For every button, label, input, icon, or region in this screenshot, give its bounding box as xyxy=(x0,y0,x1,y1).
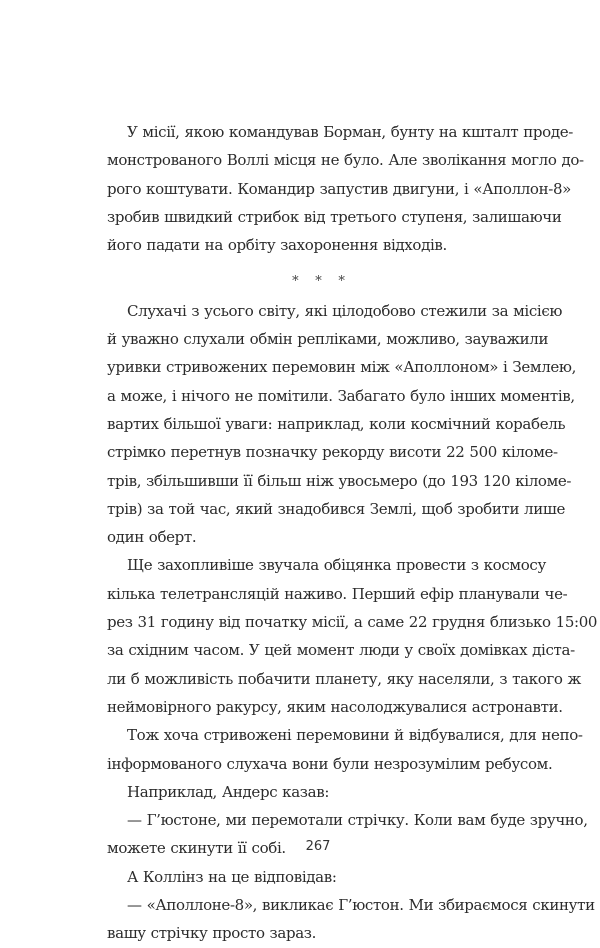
text-line: монстрованого Воллі місця не було. Але зволікання могло до- xyxy=(107,151,584,170)
text-line: за східним часом. У цей момент люди у своїх домівках діста- xyxy=(107,641,575,660)
text-line: рез 31 годину від початку місії, а саме 22 грудня близько 15:00 xyxy=(107,613,598,632)
paragraph-collins-replied xyxy=(107,863,530,891)
dialogue-anders xyxy=(107,806,588,863)
text-line: один оберт. xyxy=(107,528,197,547)
section-separator: * * * xyxy=(292,274,351,290)
text-line: трів, збільшивши її більш ніж увосьмеро (до 193 120 кіломе- xyxy=(107,471,572,490)
text-line: його падати на орбіту захоронення відходів. xyxy=(107,236,447,255)
text-line: А Коллінз на це відповідав: xyxy=(127,867,337,886)
paragraph-broadcasts xyxy=(107,551,598,721)
body-text xyxy=(107,118,598,948)
text-line: інформованого слухача вони були незрозумілим ребусом. xyxy=(107,754,553,773)
text-line: — «Аполлоне-8», викликає Г’юстон. Ми збираємося скинути xyxy=(127,896,595,915)
text-line: неймовірного ракурсу, яким насолоджувалися астронавти. xyxy=(107,697,563,716)
text-line: У місії, якою командував Борман, бунту на кшталт проде- xyxy=(127,123,573,141)
text-line: Слухачі з усього світу, які цілодобово стежили за місією xyxy=(127,301,563,320)
text-line: Ще захопливіше звучала обіцянка провести з космосу xyxy=(127,556,546,575)
text-line: стрімко перетнув позначку рекорду висоти 22 500 кіломе- xyxy=(107,443,558,462)
paragraph-puzzle xyxy=(107,721,583,778)
text-line: Тож хоча стривожені перемовини й відбувалися, для непо- xyxy=(127,726,583,745)
text-line: можете скинути її собі. xyxy=(107,839,286,858)
paragraph-anders-said xyxy=(107,778,530,806)
text-line: Наприклад, Андерс казав: xyxy=(127,782,330,801)
page-number: 267 xyxy=(305,839,331,854)
paragraph-borman-mission xyxy=(107,118,584,259)
text-line: зробив швидкий стрибок від третього ступеня, залишаючи xyxy=(107,207,562,226)
paragraph-listeners xyxy=(107,297,577,552)
text-line: рого коштувати. Командир запустив двигуни, і «Аполлон-8» xyxy=(107,179,571,198)
text-line: трів) за той час, який знадобився Землі, щоб зробити лише xyxy=(107,499,565,518)
text-line: вартих більшої уваги: наприклад, коли космічний корабель xyxy=(107,414,566,433)
text-line: — Г’юстоне, ми перемотали стрічку. Коли вам буде зручно, xyxy=(127,811,588,830)
text-line: й уважно слухали обмін репліками, можливо, зауважили xyxy=(107,330,549,349)
dialogue-collins xyxy=(107,891,595,948)
text-line: ли б можливість побачити планету, яку населяли, з такого ж xyxy=(107,669,581,688)
text-line: уривки стривожених перемовин між «Аполлоном» і Землею, xyxy=(107,358,577,377)
text-line: вашу стрічку просто зараз. xyxy=(107,924,317,943)
text-line: а може, і нічого не помітили. Забагато було інших моментів, xyxy=(107,386,575,405)
text-line: кілька телетрансляцій наживо. Перший ефір планували че- xyxy=(107,584,568,603)
